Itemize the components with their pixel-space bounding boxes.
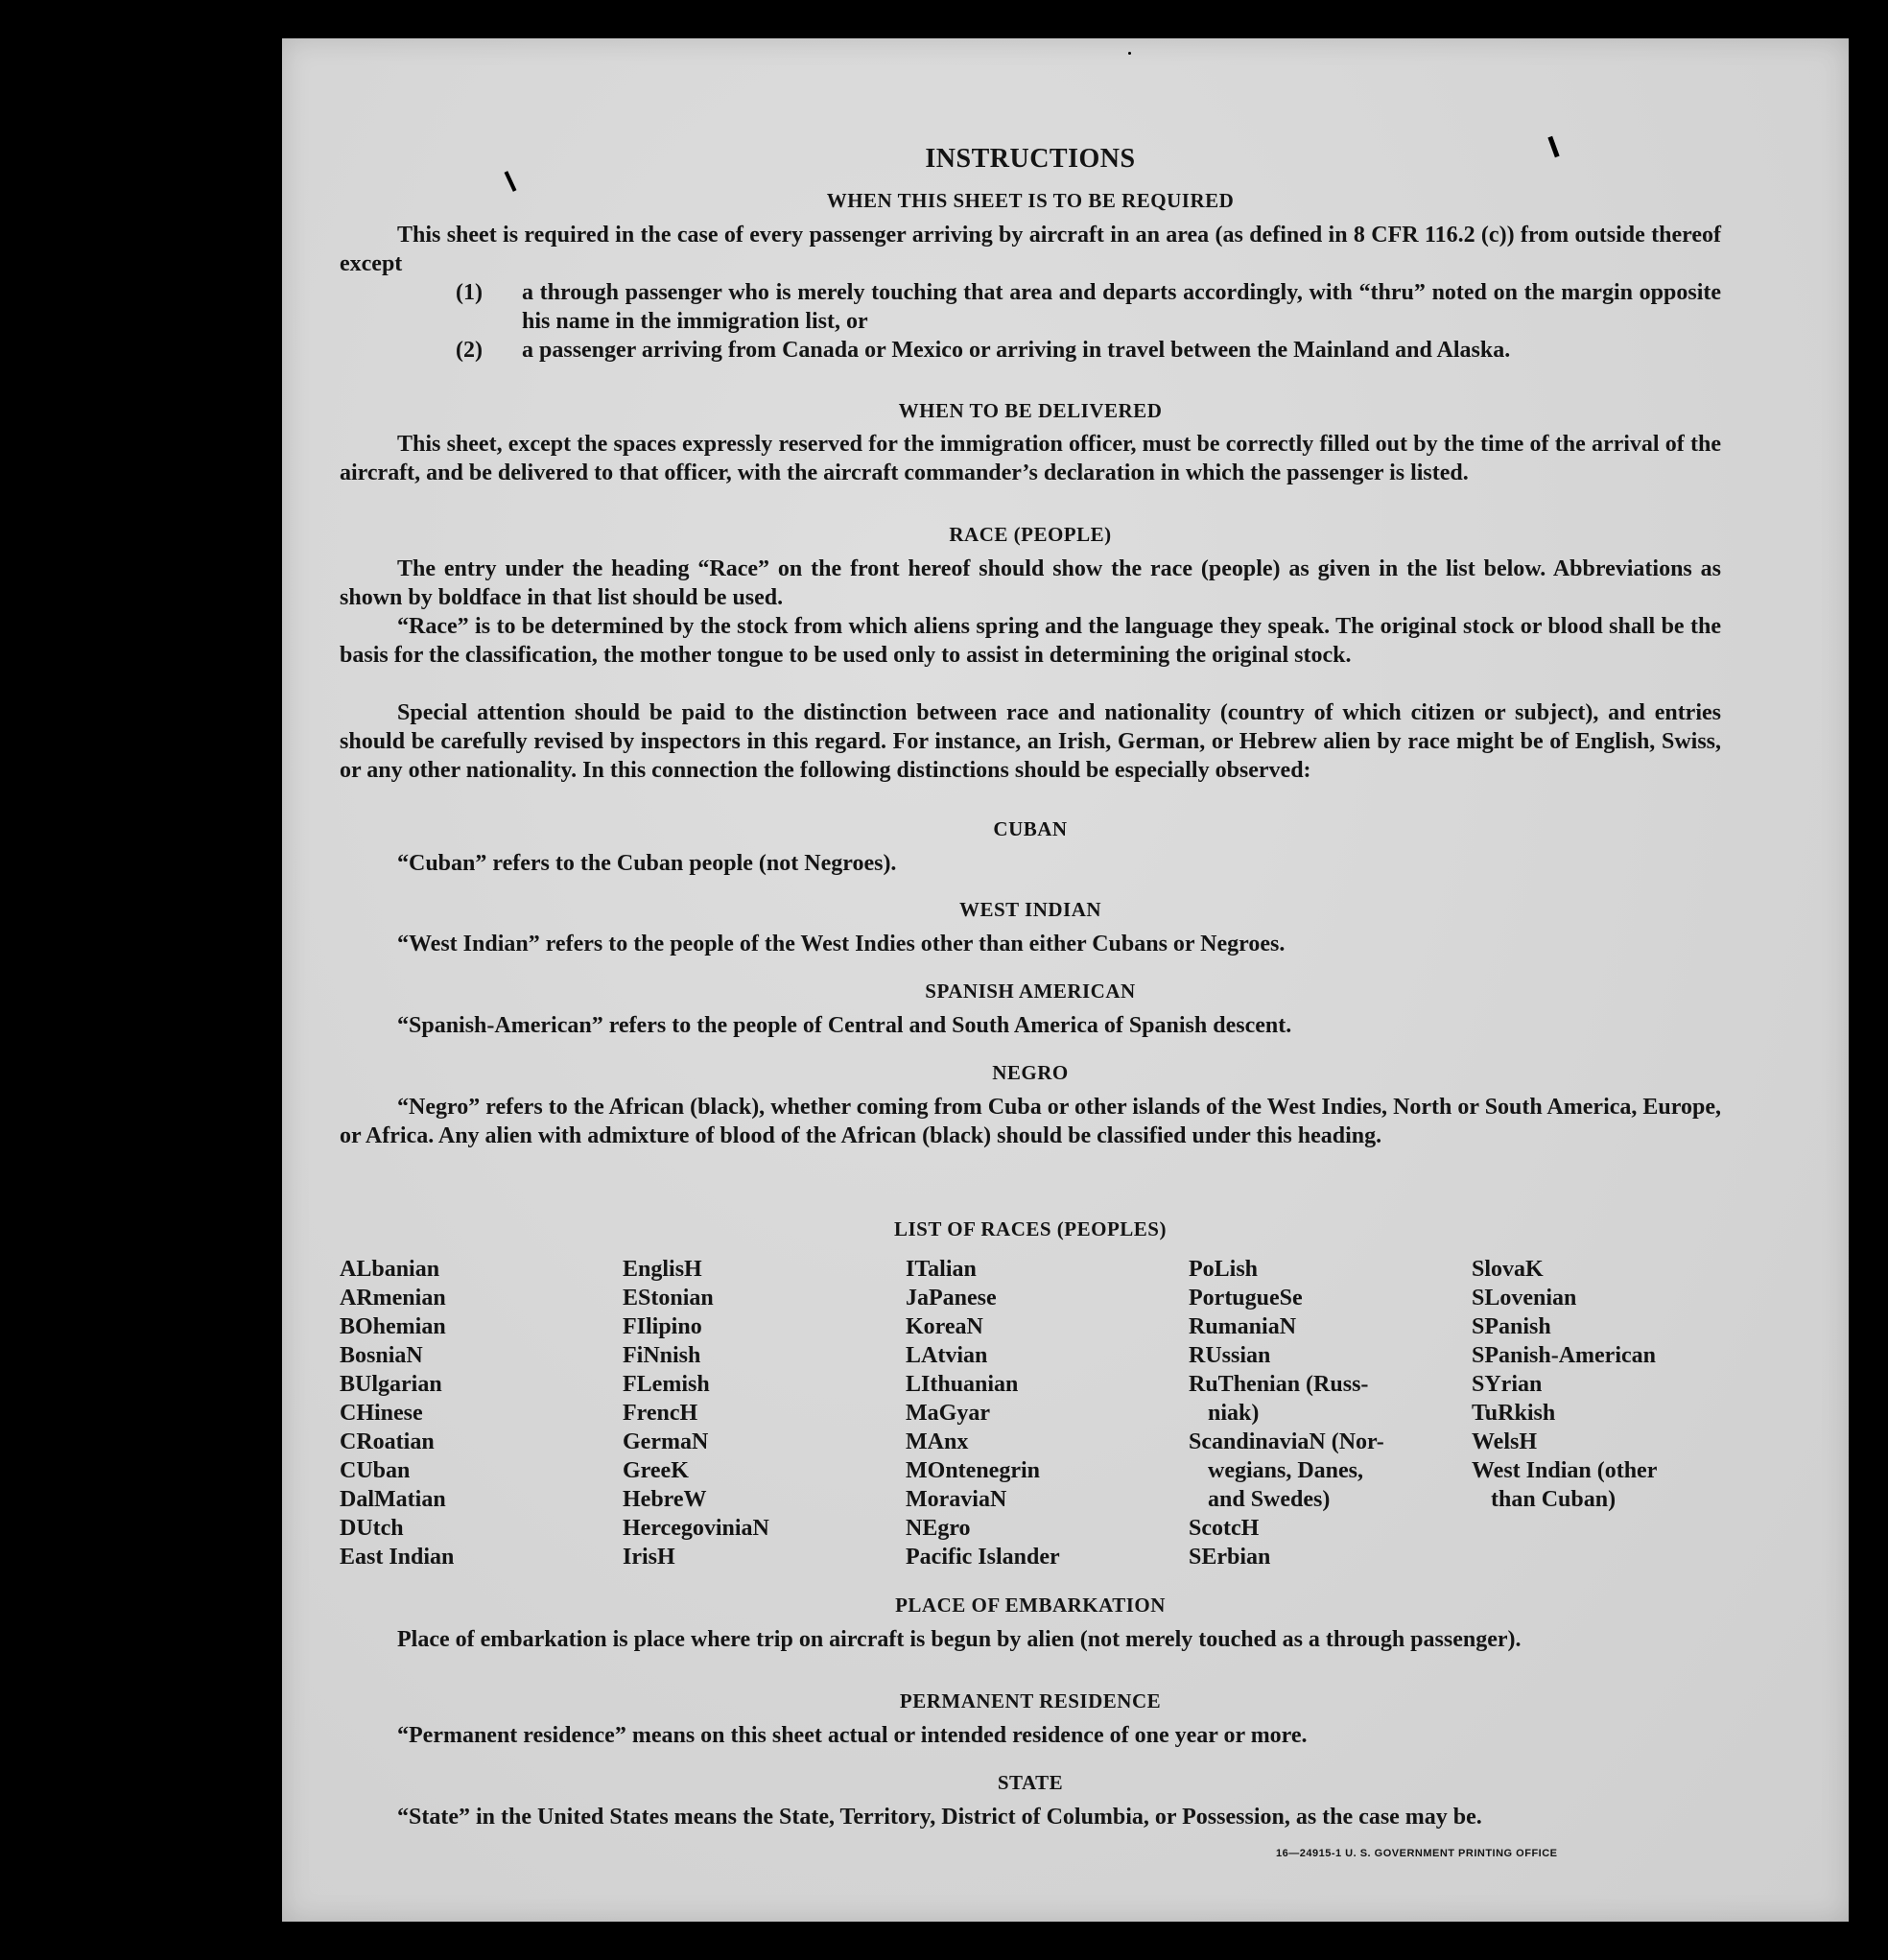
heading-cuban: CUBAN xyxy=(993,817,1068,840)
paragraph-negro: “Negro” refers to the African (black), whether coming from Cuba or other islands of the West Indies, North or South America, Europe, or Africa. Any alien with admixture of blood of the African (black) should be classified under this heading. xyxy=(340,1095,1721,1148)
heading-list-of-races: LIST OF RACES (PEOPLES) xyxy=(894,1217,1167,1240)
race-item: ScandinaviaN (Nor- xyxy=(1189,1429,1384,1454)
list-item-exception-1: a through passenger who is merely touching that area and departs accordingly, with “thru” noted on the margin opposite his name in the immigration list, or xyxy=(522,280,1721,334)
heading-when-delivered: WHEN TO BE DELIVERED xyxy=(898,399,1163,422)
race-item: JaPanese xyxy=(906,1286,997,1311)
race-item: RuThenian (Russ- xyxy=(1189,1372,1369,1397)
race-item: MaGyar xyxy=(906,1401,990,1426)
heading-state: STATE xyxy=(997,1771,1064,1794)
paragraph-spanish-american: “Spanish-American” refers to the people of Central and South America of Spanish descent. xyxy=(397,1013,1292,1038)
race-item: SYrian xyxy=(1472,1372,1543,1397)
paragraph-west-indian: “West Indian” refers to the people of the West Indies other than either Cubans or Negroes. xyxy=(397,932,1286,956)
heading-when-required: WHEN THIS SHEET IS TO BE REQUIRED xyxy=(826,189,1235,212)
list-item-exception-2: a passenger arriving from Canada or Mexico or arriving in travel between the Mainland and Alaska. xyxy=(522,338,1511,363)
race-item: PortugueSe xyxy=(1189,1286,1303,1311)
race-item: ScotcH xyxy=(1189,1516,1260,1541)
race-item: CRoatian xyxy=(340,1429,435,1454)
race-item-continuation-text: than Cuban) xyxy=(1491,1487,1617,1512)
race-item-continuation xyxy=(1189,1456,1476,1485)
race-item: BosniaN xyxy=(340,1343,423,1368)
race-item: MOntenegrin xyxy=(906,1458,1040,1483)
race-item: WelsH xyxy=(1472,1429,1538,1454)
item-number: (1) xyxy=(456,280,483,305)
race-item: East Indian xyxy=(340,1545,455,1570)
race-item: ARmenian xyxy=(340,1286,446,1311)
paragraph-cuban: “Cuban” refers to the Cuban people (not Negroes). xyxy=(397,851,897,876)
race-item: GreeK xyxy=(623,1458,689,1483)
race-item-continuation xyxy=(1189,1485,1476,1514)
race-item: MoraviaN xyxy=(906,1487,1007,1512)
heading-west-indian: WEST INDIAN xyxy=(958,898,1102,921)
race-item: FIlipino xyxy=(623,1314,702,1339)
race-item-continuation-text: and Swedes) xyxy=(1208,1487,1331,1512)
race-item: SPanish xyxy=(1472,1314,1551,1339)
race-item: PoLish xyxy=(1189,1257,1259,1282)
races-column-5 xyxy=(1472,1255,1759,1514)
race-item: LAtvian xyxy=(906,1343,988,1368)
race-item: HercegoviniaN xyxy=(623,1516,769,1541)
race-item: MAnx xyxy=(906,1429,969,1454)
heading-race: RACE (PEOPLE) xyxy=(949,523,1112,546)
race-item: DUtch xyxy=(340,1516,404,1541)
paragraph-permanent-residence: “Permanent residence” means on this sheet actual or intended residence of one year or more. xyxy=(397,1723,1308,1748)
race-item: TuRkish xyxy=(1472,1401,1556,1426)
race-item: SLovenian xyxy=(1472,1286,1577,1311)
race-item: CHinese xyxy=(340,1401,423,1426)
race-item: FLemish xyxy=(623,1372,710,1397)
item-number: (2) xyxy=(456,338,483,363)
race-item: FiNnish xyxy=(623,1343,701,1368)
race-item: GermaN xyxy=(623,1429,709,1454)
race-item: NEgro xyxy=(906,1516,971,1541)
document-page xyxy=(282,38,1849,1922)
paragraph-when-delivered: This sheet, except the spaces expressly reserved for the immigration officer, must be correctly filled out by the time of the arrival of the aircraft, and be delivered to that officer, with the aircraft commander’s declaration in which the passenger is listed. xyxy=(340,432,1721,485)
race-item: ALbanian xyxy=(340,1257,440,1282)
race-item: Pacific Islander xyxy=(906,1545,1060,1570)
page-title: INSTRUCTIONS xyxy=(925,144,1136,174)
race-item: FrencH xyxy=(623,1401,698,1426)
race-item: LIthuanian xyxy=(906,1372,1019,1397)
race-item: SErbian xyxy=(1189,1545,1271,1570)
races-column-2 xyxy=(623,1255,910,1571)
ink-dot xyxy=(1128,52,1131,55)
heading-place-of-embarkation: PLACE OF EMBARKATION xyxy=(895,1594,1166,1617)
paragraph-state: “State” in the United States means the State, Territory, District of Columbia, or Possession, as the case may be. xyxy=(397,1805,1482,1830)
race-item: KoreaN xyxy=(906,1314,983,1339)
race-item: ITalian xyxy=(906,1257,977,1282)
race-item: SlovaK xyxy=(1472,1257,1544,1282)
race-item: DalMatian xyxy=(340,1487,446,1512)
race-item: SPanish-American xyxy=(1472,1343,1656,1368)
race-item-continuation xyxy=(1472,1485,1759,1514)
paragraph-race-2: “Race” is to be determined by the stock from which aliens spring and the language they speak. The original stock or blood shall be the basis for the classification, the mother tongue to be used only to assist in determining the original stock. xyxy=(340,614,1721,668)
paragraph-place-of-embarkation: Place of embarkation is place where trip on aircraft is begun by alien (not merely touched as a through passenger). xyxy=(397,1627,1522,1652)
paragraph-race-1: The entry under the heading “Race” on the front hereof should show the race (people) as given in the list below. Abbreviations as shown by boldface in that list should be used. xyxy=(340,556,1721,610)
heading-permanent-residence: PERMANENT RESIDENCE xyxy=(899,1689,1162,1712)
race-item-continuation-text: wegians, Danes, xyxy=(1208,1458,1364,1483)
bleed-through-text xyxy=(800,81,805,103)
race-item: BUlgarian xyxy=(340,1372,442,1397)
race-item-continuation xyxy=(1189,1399,1476,1428)
race-item: BOhemian xyxy=(340,1314,446,1339)
paragraph-when-required: This sheet is required in the case of every passenger arriving by aircraft in an area (as defined in 8 CFR 116.2 (c)) from outside thereof except xyxy=(340,223,1721,276)
races-column-4 xyxy=(1189,1255,1476,1571)
heading-spanish-american: SPANISH AMERICAN xyxy=(925,980,1136,1003)
race-item: RUssian xyxy=(1189,1343,1271,1368)
race-item: EnglisH xyxy=(623,1257,702,1282)
races-column-1 xyxy=(340,1255,627,1571)
race-item: EStonian xyxy=(623,1286,714,1311)
race-item: HebreW xyxy=(623,1487,707,1512)
race-item: West Indian (other xyxy=(1472,1458,1658,1483)
heading-negro: NEGRO xyxy=(992,1061,1069,1084)
race-item: RumaniaN xyxy=(1189,1314,1297,1339)
races-column-3 xyxy=(906,1255,1193,1571)
race-item: IrisH xyxy=(623,1545,675,1570)
scan-speck xyxy=(39,875,42,883)
paragraph-race-3: Special attention should be paid to the distinction between race and nationality (country of which citizen or subject), and entries should be carefully revised by inspectors in this regard. For instance, an Irish, German, or Hebrew alien by race might be of English, Swiss, or any other nationality. In this connection the following distinctions should be especially observed: xyxy=(340,700,1721,783)
race-item-continuation-text: niak) xyxy=(1208,1401,1260,1426)
printing-office-code: 16—24915-1 U. S. GOVERNMENT PRINTING OFFICE xyxy=(1276,1848,1558,1859)
race-item: CUban xyxy=(340,1458,411,1483)
